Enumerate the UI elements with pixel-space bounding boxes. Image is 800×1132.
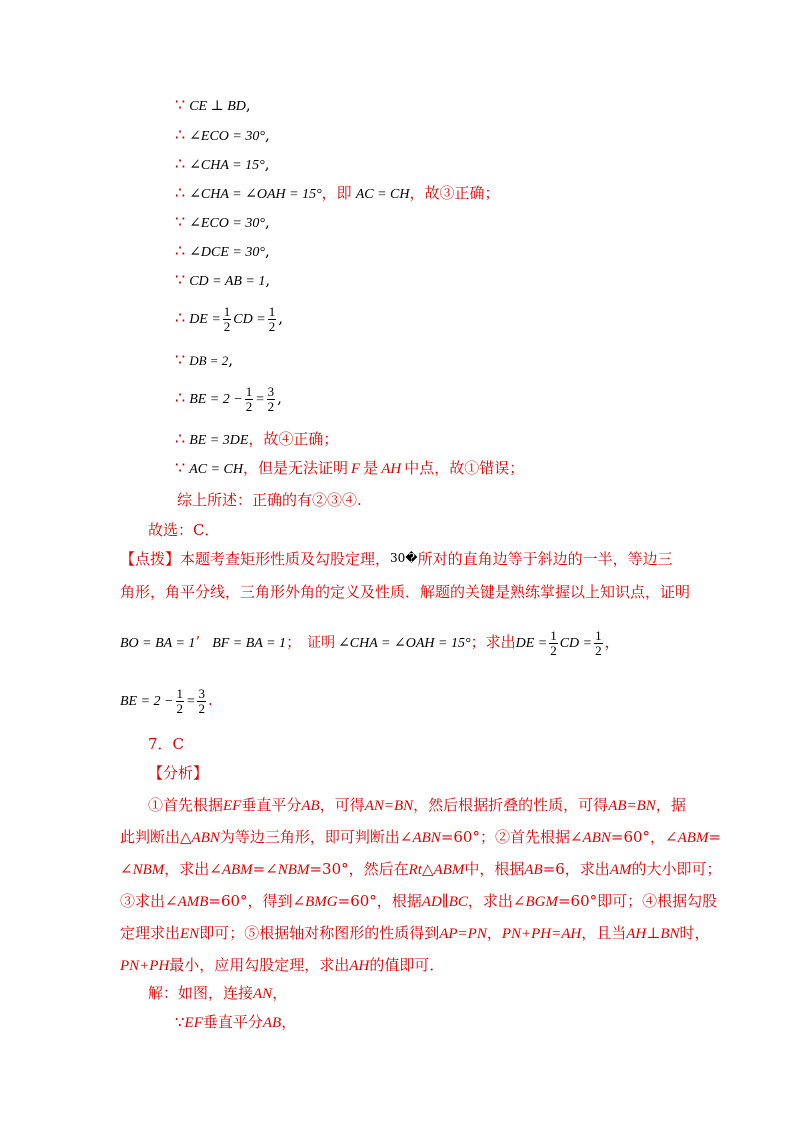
tip-label: 【点拨】	[120, 550, 181, 568]
therefore-symbol: ∴	[175, 429, 186, 448]
tip-text: ，	[604, 633, 620, 651]
tip-text: 证明	[307, 635, 336, 651]
summary-line: 综上所述：正确的有②③④.	[177, 491, 362, 509]
tip-math: BF = BA = 1	[212, 636, 287, 651]
var: ABM	[433, 862, 465, 878]
numerator: 1	[245, 383, 253, 399]
fraction	[594, 629, 603, 658]
step-text: 是	[363, 459, 379, 477]
text: ①首先根据	[148, 796, 224, 814]
step-be-3de	[175, 429, 338, 451]
step-tail: ,	[277, 389, 282, 407]
step-tail: ,	[264, 213, 270, 231]
step-math: BE = 3DE	[189, 433, 249, 448]
step-math: AC = CH	[189, 462, 243, 477]
step-be	[175, 380, 282, 418]
var: EN	[180, 926, 200, 942]
var: Rt	[408, 862, 422, 878]
text: ∠	[120, 860, 133, 878]
numerator: 1	[176, 685, 183, 701]
text: ③求出∠	[120, 892, 178, 910]
step-tail: ,	[264, 242, 270, 260]
because-symbol: ∵	[175, 212, 186, 231]
step-mid-text: ，即	[321, 184, 352, 202]
therefore-symbol: ∴	[175, 388, 186, 407]
var: ABM	[677, 830, 709, 846]
var: AH	[349, 958, 370, 974]
numerator: 3	[267, 383, 275, 399]
var: EF	[184, 1015, 203, 1031]
text: △	[421, 860, 434, 878]
q7-answer: 7．C	[148, 735, 185, 753]
step-math: ∠ECO = 30°	[189, 129, 265, 144]
fraction	[549, 629, 558, 658]
text: 垂直平分	[241, 796, 302, 814]
fraction	[176, 687, 185, 716]
var: ABN	[191, 830, 220, 846]
text: 为等边三角形，即可判断出∠	[219, 828, 413, 846]
var: ABN	[582, 830, 611, 846]
numerator: 1	[268, 303, 276, 319]
step-tail: ，故④正确；	[248, 430, 339, 448]
text: 中，根据	[464, 860, 525, 878]
q7-analysis-line-2	[120, 827, 721, 848]
var: BGM	[525, 894, 558, 910]
step-math: ∠ECO = 30°	[189, 216, 265, 231]
text: ，	[486, 924, 502, 942]
step-tail: ，故③正确；	[409, 184, 500, 202]
step-math: DB = 2	[189, 353, 229, 368]
fraction	[268, 305, 277, 334]
step-tail: ,	[264, 126, 270, 144]
denominator: 2	[595, 642, 602, 658]
tip-degree: 30�	[390, 551, 418, 565]
tip-text: ；求出	[470, 633, 516, 651]
step-tail: ,	[228, 351, 234, 369]
text: ⊥	[646, 924, 661, 942]
tip-math: ∠CHA = ∠OAH = 15°	[338, 636, 471, 651]
step-text: 中点，故①错误；	[404, 459, 525, 477]
q7-analysis-line-5	[120, 923, 710, 944]
step-de	[175, 300, 283, 338]
because-symbol: ∵	[175, 458, 186, 477]
text: =60°，根据	[337, 892, 422, 910]
text: 时，	[679, 924, 710, 942]
text: =60°即可；④根据勾股	[557, 892, 718, 910]
step-ac	[175, 458, 524, 480]
step-math-2: AC = CH	[355, 187, 410, 202]
tip-math: =	[186, 694, 196, 709]
step-3	[175, 154, 270, 176]
var: NBM	[132, 862, 165, 878]
text: =60°；②首先根据∠	[440, 828, 583, 846]
tip-line-4	[120, 682, 213, 720]
var: BC	[448, 894, 468, 910]
var: AN=BN	[364, 798, 414, 814]
text: 垂直平分	[202, 1013, 263, 1031]
fraction	[223, 305, 232, 334]
step-1	[175, 95, 251, 117]
fraction	[267, 385, 276, 414]
var: AN	[253, 986, 273, 1002]
step-7	[175, 270, 270, 292]
var: AB	[262, 1015, 282, 1031]
text: 即可；⑤根据轴对称图形的性质得到	[199, 924, 440, 942]
step-5	[175, 212, 270, 234]
numerator: 1	[550, 627, 557, 643]
var: AB	[301, 798, 320, 814]
var: ABM	[221, 862, 253, 878]
step-tail: ,	[265, 271, 271, 289]
denominator: 2	[198, 700, 205, 716]
text: ，求出∠	[467, 892, 526, 910]
tip-math: BE = 2 −	[120, 694, 174, 709]
step-math: ∠CHA = ∠OAH = 15°	[189, 187, 322, 202]
step-math: DE =	[189, 312, 221, 327]
text: =60°，∠	[610, 828, 678, 846]
var: AH	[626, 926, 647, 942]
denominator: 2	[267, 398, 275, 414]
tip-line-2: 角形，角平分线，三角形外角的定义及性质．解题的关键是熟练掌握以上知识点，证明	[120, 583, 691, 601]
tip-math: DE =	[515, 636, 548, 651]
var: AB	[524, 862, 543, 878]
step-tail: ,	[278, 309, 283, 327]
step-6	[175, 241, 270, 263]
tip-text: ；	[286, 633, 302, 651]
step-var: F	[351, 461, 361, 477]
step-tail: ,	[245, 96, 251, 114]
text: 的大小即可；	[631, 860, 722, 878]
therefore-symbol: ∴	[175, 125, 186, 144]
therefore-symbol: ∴	[175, 154, 186, 173]
because-symbol: ∵	[175, 1013, 185, 1031]
text: =60°，得到∠	[208, 892, 306, 910]
denominator: 2	[268, 318, 276, 334]
var: BN	[660, 926, 680, 942]
step-tail: ,	[264, 155, 270, 173]
step-2	[175, 125, 270, 147]
var: NBM	[277, 862, 310, 878]
text: 的值即可．	[369, 956, 445, 974]
therefore-symbol: ∴	[175, 308, 186, 327]
text: 解：如图，连接	[148, 984, 254, 1002]
choice-line: 故选：C．	[148, 521, 220, 539]
text: ，	[281, 1013, 297, 1031]
text: ∥	[441, 892, 449, 910]
var: PN+PH	[120, 958, 170, 974]
var: AMB	[177, 894, 209, 910]
text: ，可得	[319, 796, 365, 814]
fraction	[245, 385, 254, 414]
because-symbol: ∵	[175, 350, 186, 369]
tip-line-3	[120, 622, 620, 664]
denominator: 2	[550, 642, 557, 658]
text: 此判断出△	[120, 828, 192, 846]
q7-analysis-label: 【分析】	[148, 764, 209, 782]
step-math: CE ⊥ BD	[189, 99, 246, 114]
tip-line-1	[120, 548, 673, 569]
tip-text: 所对的直角边等于斜边的一半，等边三	[417, 550, 673, 568]
var: AD	[421, 894, 442, 910]
var: BMG	[305, 894, 338, 910]
step-var: AH	[381, 461, 402, 477]
because-symbol: ∵	[175, 270, 186, 289]
step-math: ∠DCE = 30°	[189, 245, 265, 260]
tip-math: CD =	[559, 636, 593, 651]
step-db	[175, 350, 233, 371]
var: ABN	[412, 830, 441, 846]
text: 最小，应用勾股定理，求出	[169, 956, 350, 974]
text: =	[708, 828, 722, 846]
text: ，据	[655, 796, 686, 814]
text: ，求出∠	[164, 860, 222, 878]
denominator: 2	[245, 398, 253, 414]
q7-analysis-line-6	[120, 955, 444, 976]
step-math: ∠CHA = 15°	[189, 158, 265, 173]
text: ，且当	[581, 924, 627, 942]
therefore-symbol: ∴	[175, 183, 186, 202]
text: ，	[272, 984, 288, 1002]
numerator: 3	[198, 685, 205, 701]
var: AM	[609, 862, 632, 878]
denominator: 2	[223, 318, 231, 334]
tip-text: .	[207, 691, 213, 709]
var: AB=BN	[608, 798, 656, 814]
q7-solution-line	[148, 983, 287, 1004]
step-text: ，但是无法证明	[242, 459, 348, 477]
because-symbol: ∵	[175, 95, 186, 114]
step-math: =	[255, 392, 265, 407]
step-math: CD = AB = 1	[189, 274, 266, 289]
numerator: 1	[595, 627, 602, 643]
text: =30°，然后在	[309, 860, 409, 878]
step-math: CD =	[233, 312, 266, 327]
fraction	[197, 687, 206, 716]
q7-analysis-line-3	[120, 859, 722, 880]
therefore-symbol: ∴	[175, 241, 186, 260]
numerator: 1	[223, 303, 231, 319]
var: AP=PN	[439, 926, 487, 942]
q7-last-line	[175, 1012, 296, 1033]
text: =∠	[252, 860, 278, 878]
text: =6，求出	[542, 860, 610, 878]
tip-text: 本题考查矩形性质及勾股定理，	[180, 550, 391, 568]
q7-analysis-line-1	[148, 795, 686, 816]
text: 定理求出	[120, 924, 181, 942]
step-math: BE = 2 −	[189, 392, 243, 407]
text: ，然后根据折叠的性质，可得	[413, 796, 609, 814]
var: PN+PH=AH	[501, 926, 582, 942]
denominator: 2	[176, 700, 183, 716]
var: EF	[223, 798, 242, 814]
tip-math: BO = BA = 1	[120, 636, 196, 651]
step-4	[175, 183, 500, 205]
q7-analysis-line-4	[120, 891, 717, 912]
tip-text: ’	[195, 633, 201, 651]
